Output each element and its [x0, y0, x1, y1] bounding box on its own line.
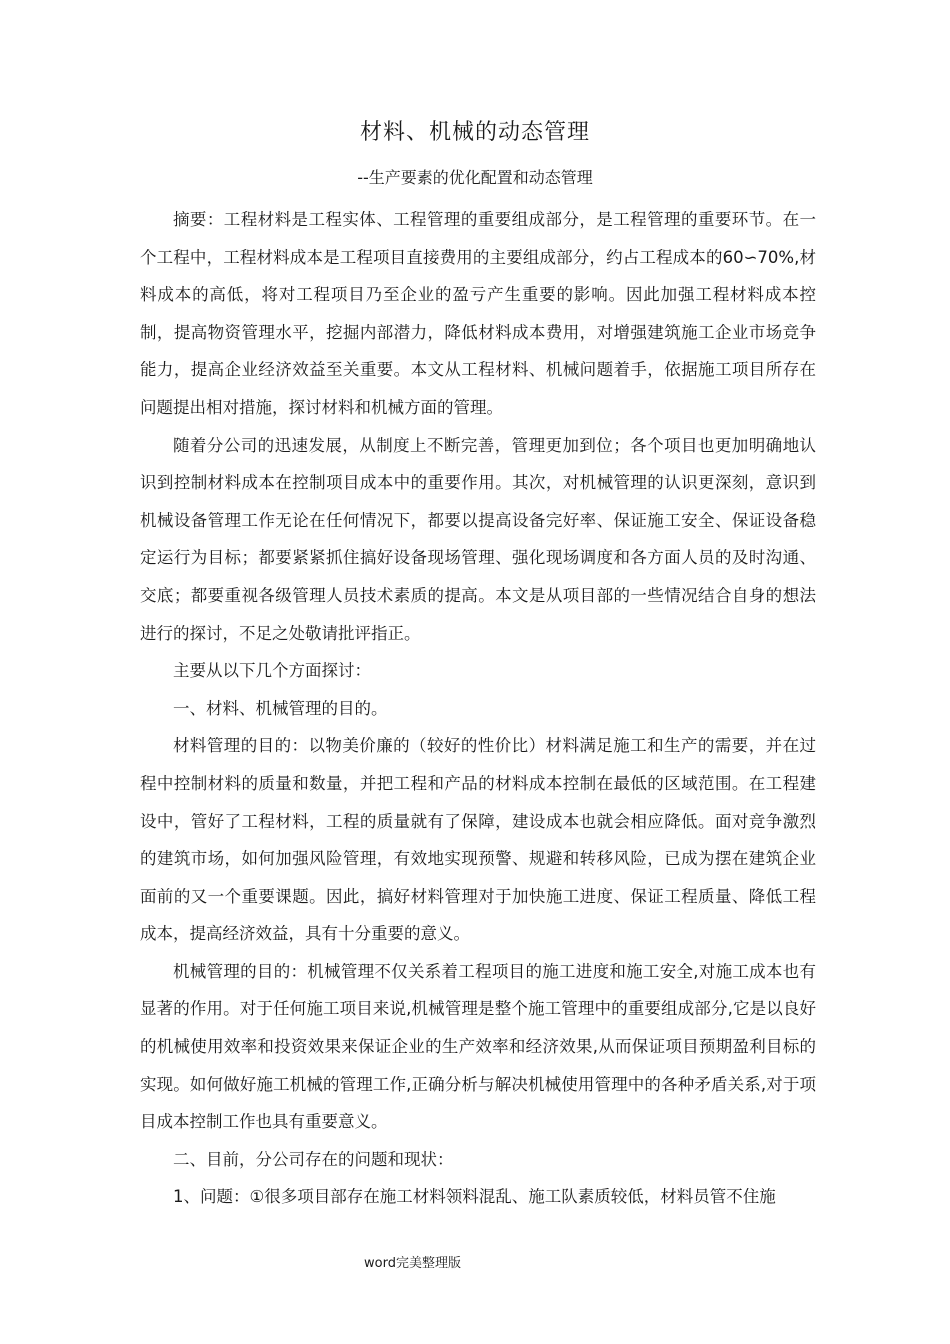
page-footer: word完美整理版: [364, 1256, 461, 1271]
outline-paragraph: 主要从以下几个方面探讨：: [173, 661, 371, 681]
intro-paragraph: 随着分公司的迅速发展，从制度上不断完善，管理更加到位；各个项目也更加明确地认识到控制材料成本在控制项目成本中的重要作用。其次，对机械管理的认识更深刻，意识到机械设备管理工作无论在任何情况下，都要以提高设备完好率、保证施工安全、保证设备稳定运行为目标；都要紧紧抓住搞好设备现场管理、强化现场调度和各方面人员的及时沟通、交底；都要重视各级管理人员技术素质的提高。本文是从项目部的一些情况结合自身的想法进行的探讨，不足之处敬请批评指正。: [140, 435, 816, 643]
problem-paragraph: 1、问题：①很多项目部存在施工材料领料混乱、施工队素质较低，材料员管不住施: [173, 1187, 776, 1207]
document-subtitle: --生产要素的优化配置和动态管理: [357, 168, 593, 187]
document-title: 材料、机械的动态管理: [359, 120, 590, 145]
abstract-paragraph: 摘要：工程材料是工程实体、工程管理的重要组成部分，是工程管理的重要环节。在一个工程中，工程材料成本是工程项目直接费用的主要组成部分，约占工程成本的60∽70%,材料成本的高低，将对工程项目乃至企业的盈亏产生重要的影响。因此加强工程材料成本控制，提高物资管理水平，挖掘内部潜力，降低材料成本费用，对增强建筑施工企业市场竞争能力，提高企业经济效益至关重要。本文从工程材料、机械问题着手，依据施工项目所存在问题提出相对措施，探讨材料和机械方面的管理。: [140, 210, 816, 417]
material-management-paragraph: 材料管理的目的：以物美价廉的（较好的性价比）材料满足施工和生产的需要，并在过程中控制材料的质量和数量，并把工程和产品的材料成本控制在最低的区域范围。在工程建设中，管好了工程材料，工程的质量就有了保障，建设成本也就会相应降低。面对竞争激烈的建筑市场，如何加强风险管理，有效地实现预警、规避和转移风险，已成为摆在建筑企业面前的又一个重要课题。因此，搞好材料管理对于加快施工进度、保证工程质量、降低工程成本，提高经济效益，具有十分重要的意义。: [140, 736, 816, 944]
document-body: [140, 201, 816, 1216]
machinery-management-paragraph: 机械管理的目的：机械管理不仅关系着工程项目的施工进度和施工安全,对施工成本也有显著的作用。对于任何施工项目来说,机械管理是整个施工管理中的重要组成部分,它是以良好的机械使用效率和投资效果来保证企业的生产效率和经济效果,从而保证项目预期盈利目标的实现。如何做好施工机械的管理工作,正确分析与解决机械使用管理中的各种矛盾关系,对于项目成本控制工作也具有重要意义。: [140, 961, 816, 1132]
section-heading-2: 二、目前，分公司存在的问题和现状：: [173, 1149, 454, 1169]
section-heading-1: 一、材料、机械管理的目的。: [173, 698, 388, 718]
